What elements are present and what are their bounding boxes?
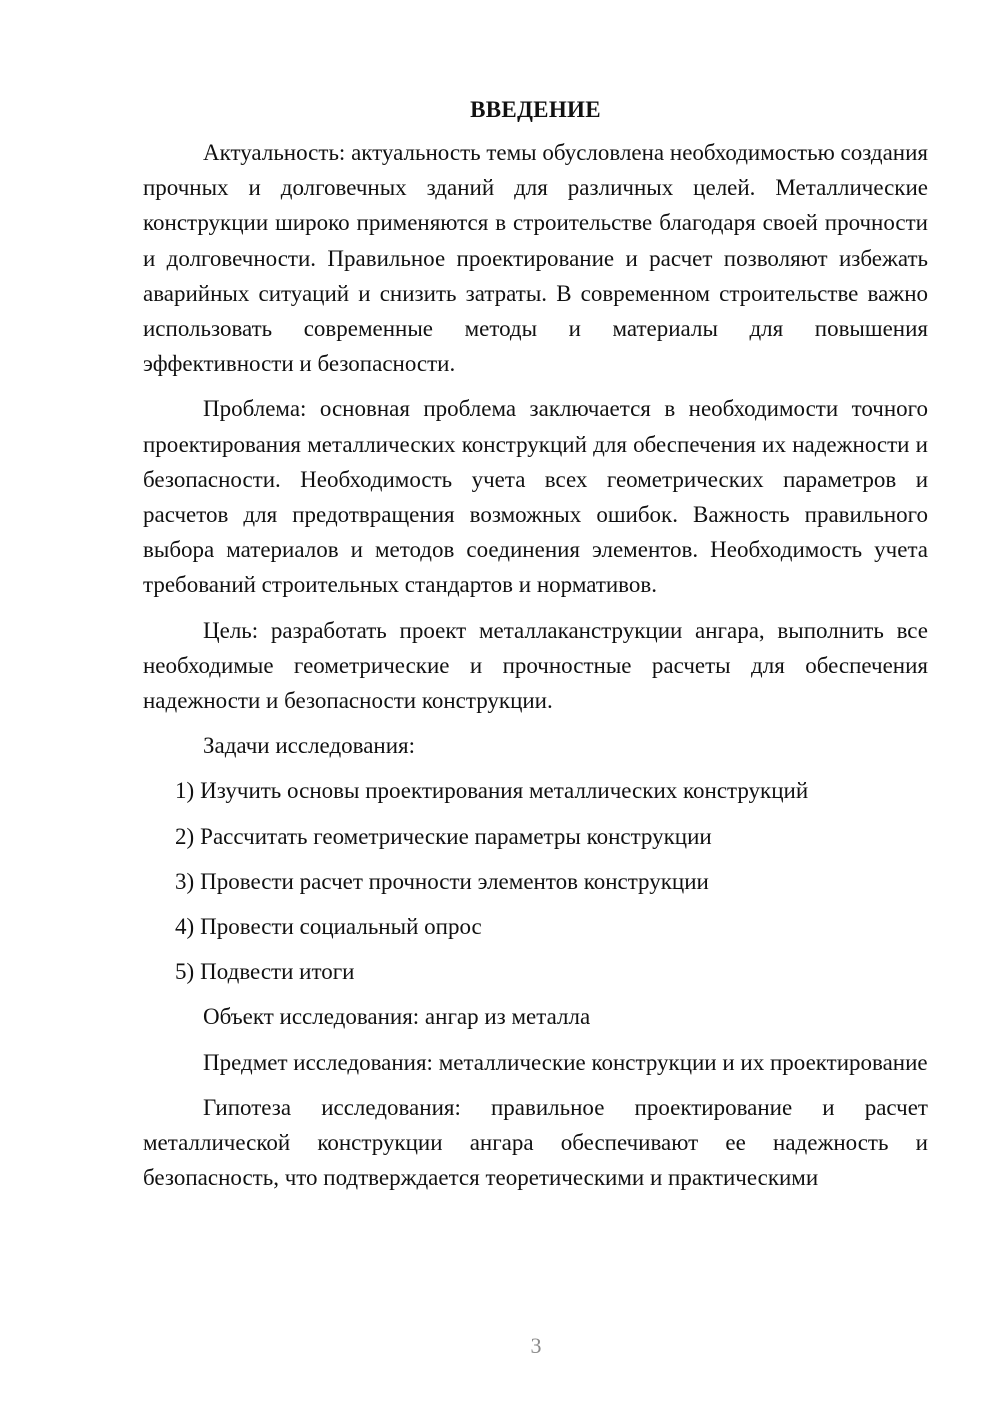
goal-paragraph: Цель: разработать проект металлаканструкции ангара, выполнить все необходимые геометрические и прочностные расчеты для обеспечения надежности и безопасности конструкции. <box>143 617 928 714</box>
list-item-number: 4) <box>175 914 195 940</box>
problem-paragraph: Проблема: основная проблема заключается в необходимости точного проектирования металлических конструкций для обеспечения их надежности и безопасности. Необходимость учета всех геометрических параметров и расчетов для предотвращения возможных ошибок. Важность правильного выбора материалов и методов соединения элементов. Необходимость учета требований строительных стандартов и нормативов. <box>143 396 928 598</box>
list-item-text: Изучить основы проектирования металлических конструкций <box>200 778 809 804</box>
list-item-text: Рассчитать геометрические параметры конструкции <box>200 823 712 849</box>
relevance-paragraph: Актуальность: актуальность темы обусловлена необходимостью создания прочных и долговечных зданий для различных целей. Металлические конструкции широко применяются в строительстве благодаря своей прочности и долговечности. Правильное проектирование и расчет позволяют избежать аварийных ситуаций и снизить затраты. В современном строительстве важно использовать современные методы и материалы для повышения эффективности и безопасности. <box>143 140 929 377</box>
list-item-text: Подвести итоги <box>200 959 355 985</box>
list-item-text: Провести расчет прочности элементов конструкции <box>200 868 709 894</box>
page-content <box>143 92 928 1205</box>
list-item-number: 3) <box>175 868 195 894</box>
subject-paragraph: Предмет исследования: металлические конструкции и их проектирование <box>203 1049 928 1075</box>
hypothesis-paragraph: Гипотеза исследования: правильное проектирование и расчет металлической конструкции ангара обеспечивают ее надежность и безопасность, что подтверждается теоретическими и практическими <box>143 1094 928 1191</box>
list-item-text: Провести социальный опрос <box>200 914 482 940</box>
list-item <box>175 864 928 899</box>
tasks-intro: Задачи исследования: <box>203 733 416 759</box>
list-item-number: 2) <box>175 823 195 849</box>
page-number: 3 <box>530 1333 542 1358</box>
tasks-list <box>143 773 928 989</box>
list-item-number: 5) <box>175 959 195 985</box>
list-item-number: 1) <box>175 778 195 804</box>
list-item <box>175 819 928 854</box>
page-heading: ВВЕДЕНИЕ <box>470 97 601 122</box>
list-item <box>175 909 928 944</box>
object-paragraph: Объект исследования: ангар из металла <box>203 1004 591 1030</box>
list-item <box>175 773 928 808</box>
list-item <box>175 954 928 989</box>
